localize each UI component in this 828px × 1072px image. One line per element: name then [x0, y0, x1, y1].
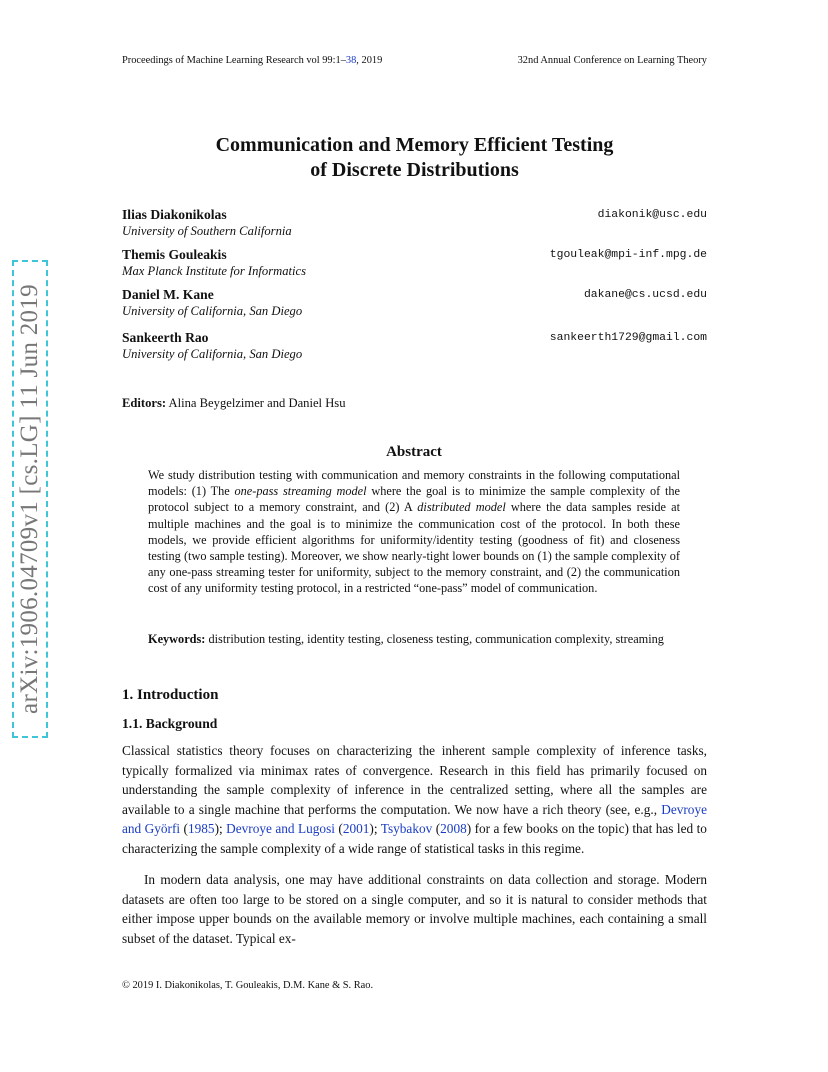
citation-link[interactable]: Tsybakov	[380, 821, 433, 837]
editors-line	[122, 396, 346, 411]
abstract-text: We study distribution testing with communication and memory constraints in the following computational models: (1) The	[148, 468, 680, 499]
author-block	[122, 330, 707, 366]
author-block	[122, 207, 707, 243]
paragraph-text: );	[214, 821, 227, 837]
arxiv-stamp	[12, 260, 48, 738]
copyright-footer: © 2019 I. Diakonikolas, T. Gouleakis, D.M. Kane & S. Rao.	[122, 980, 374, 991]
paragraph-text: (	[180, 821, 188, 837]
title-line-1: Communication and Memory Efficient Testing	[215, 134, 614, 156]
editors-label: Editors:	[122, 396, 167, 410]
paragraph-text: );	[369, 821, 381, 837]
abstract-emphasis: distributed model	[417, 500, 506, 515]
arxiv-stamp-text: arXiv:1906.04709v1 [cs.LG] 11 Jun 2019	[16, 284, 43, 714]
citation-year-link[interactable]: 1985	[187, 821, 215, 837]
journal-info-text: Proceedings of Machine Learning Research vol 99:1–	[122, 55, 346, 66]
paragraph-text: Classical statistics theory focuses on characterizing the inherent sample complexity of inference tasks, typically formalized via minimax rates of convergence. Research in this field has primarily focused on understanding the sample complexity of inference in the centralized setting, where all the samples are available to a single machine that performs the computation. We now have a rich theory (see, e.g.,	[122, 743, 707, 817]
journal-info	[122, 55, 382, 66]
abstract-emphasis: one-pass streaming model	[234, 484, 367, 499]
abstract-heading: Abstract	[386, 444, 442, 460]
author-affiliation: University of California, San Diego	[122, 347, 303, 361]
abstract-body	[148, 467, 680, 597]
body-paragraph: In modern data analysis, one may have additional constraints on data collection and storage. Modern datasets are often too large to be stored on a single computer, and so it is natural to consider methods that either impose upper bounds on the available memory or involve multiple machines, each containing a small subset of the dataset. Typical ex-	[122, 872, 707, 946]
citation-year-link[interactable]: 2001	[342, 821, 370, 837]
conference-info: 32nd Annual Conference on Learning Theory	[517, 55, 707, 66]
abstract-text: where the data samples reside at multiple machines and the goal is to minimize the communication cost of the protocol. In both these models, we provide efficient algorithms for uniformity/identity testing (goodness of fit) and closeness testing (two sample testing). Moreover, we show nearly-tight lower bounds on (1) the sample complexity of any one-pass streaming tester for uniformity, subject to the memory constraint, and (2) the communication cost of any uniformity testing protocol, in a restricted “one-pass” model of communication.	[148, 500, 680, 596]
subsection-heading: 1.1. Background	[122, 716, 218, 731]
author-name: Sankeerth Rao	[122, 330, 209, 345]
paragraph-text: (	[432, 821, 441, 837]
page-count-link[interactable]: 38	[345, 55, 357, 66]
author-affiliation: University of Southern California	[122, 224, 292, 238]
citation-link[interactable]: Devroye and Lugosi	[226, 821, 335, 837]
abstract-text: where the goal is to minimize the sample complexity of the protocol subject to a memory constraint, and (2) A	[148, 484, 680, 515]
title-line-2: of Discrete Distributions	[310, 158, 519, 181]
author-email[interactable]: sankeerth1729@gmail.com	[549, 332, 707, 344]
citation-year-link[interactable]: 2008	[440, 821, 467, 837]
author-email[interactable]: diakonik@usc.edu	[597, 209, 707, 221]
author-name: Themis Gouleakis	[122, 247, 227, 262]
journal-year: , 2019	[356, 55, 383, 66]
editors-names: Alina Beygelzimer and Daniel Hsu	[166, 396, 346, 410]
paragraph-text: ) for a few books on the topic) that has led to characterizing the sample complexity of a wide range of statistical tasks in this regime.	[122, 821, 707, 856]
author-affiliation: University of California, San Diego	[122, 304, 303, 318]
author-block	[122, 287, 707, 323]
section-heading: 1. Introduction	[122, 687, 219, 703]
citation-link[interactable]: Devroye and Györfi	[122, 801, 707, 837]
author-affiliation: Max Planck Institute for Informatics	[122, 264, 306, 278]
author-email[interactable]: tgouleak@mpi-inf.mpg.de	[549, 249, 707, 261]
keywords-text: distribution testing, identity testing, closeness testing, communication complexity, streaming	[205, 632, 664, 646]
paper-title	[122, 133, 707, 182]
paragraph-text: (	[334, 821, 343, 837]
author-name: Daniel M. Kane	[122, 287, 214, 302]
body-paragraph	[122, 741, 707, 859]
keywords-label: Keywords:	[148, 632, 206, 646]
author-name: Ilias Diakonikolas	[122, 207, 227, 222]
author-email[interactable]: dakane@cs.ucsd.edu	[583, 289, 707, 301]
author-block	[122, 247, 707, 283]
keywords	[148, 631, 680, 647]
